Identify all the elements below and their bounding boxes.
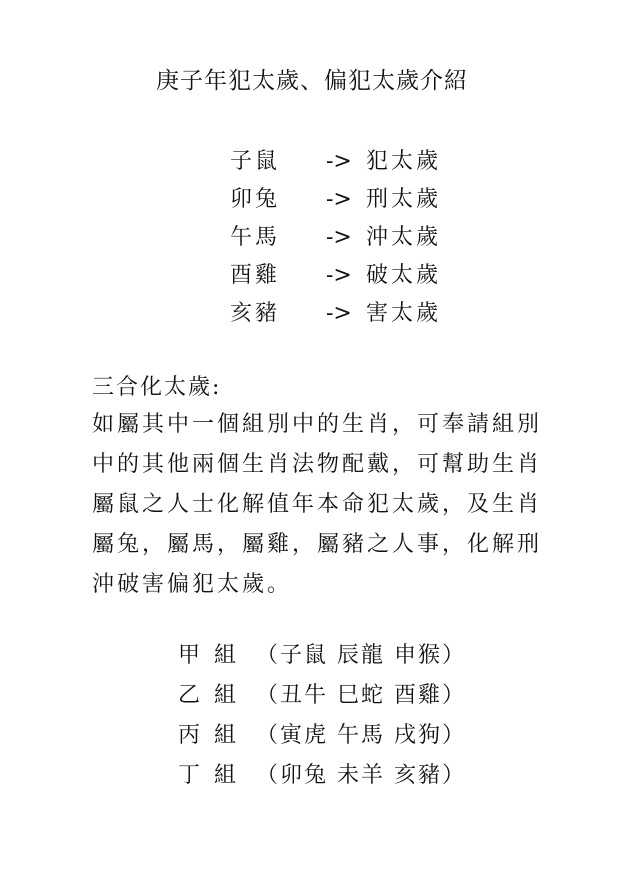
relation-row	[230, 219, 441, 257]
group-members: （卯兔 未羊 亥豬）	[256, 763, 466, 788]
relation-arrow: ->	[326, 187, 352, 212]
paragraph-line: 沖破害偏犯太歲。	[92, 572, 293, 597]
relation-effect: 犯太歲	[366, 149, 442, 174]
group-name: 丁組	[178, 763, 251, 788]
relation-row	[230, 295, 441, 333]
page-title: 庚子年犯太歲、偏犯太歲介紹	[156, 68, 468, 94]
relation-arrow: ->	[326, 149, 352, 174]
relation-row	[230, 181, 441, 219]
relation-effect: 害太歲	[366, 301, 442, 326]
group-name: 甲組	[178, 643, 251, 668]
paragraph-line: 中的其他兩個生肖法物配戴，可幫助生肖	[92, 452, 543, 477]
relation-row	[230, 257, 441, 295]
relation-sign: 亥豬	[230, 301, 281, 326]
relation-sign: 午馬	[230, 225, 281, 250]
explanation-paragraph	[92, 405, 552, 605]
relation-arrow: ->	[326, 263, 352, 288]
group-row	[178, 716, 466, 756]
group-name: 丙組	[178, 723, 251, 748]
relation-sign: 酉雞	[230, 263, 281, 288]
paragraph-line: 如屬其中一個組別中的生肖，可奉請組別	[92, 412, 543, 437]
group-row	[178, 676, 466, 716]
section-heading: 三合化太歲:	[92, 375, 222, 400]
relation-arrow: ->	[326, 225, 352, 250]
relation-sign: 子鼠	[230, 149, 281, 174]
group-row	[178, 756, 466, 796]
group-members: （丑牛 巳蛇 酉雞）	[256, 683, 466, 708]
relation-sign: 卯兔	[230, 187, 281, 212]
paragraph-line: 屬鼠之人士化解值年本命犯太歲，及生肖	[92, 492, 543, 517]
relation-effect: 刑太歲	[366, 187, 442, 212]
relation-effect: 沖太歲	[366, 225, 442, 250]
relation-row	[230, 143, 441, 181]
paragraph-line: 屬兔，屬馬，屬雞，屬豬之人事，化解刑	[92, 532, 543, 557]
group-members: （子鼠 辰龍 申猴）	[256, 643, 466, 668]
group-members: （寅虎 午馬 戌狗）	[256, 723, 466, 748]
taisui-relations-list	[230, 143, 441, 333]
trine-groups-list	[178, 636, 466, 796]
group-row	[178, 636, 466, 676]
group-name: 乙組	[178, 683, 251, 708]
relation-arrow: ->	[326, 301, 352, 326]
relation-effect: 破太歲	[366, 263, 442, 288]
